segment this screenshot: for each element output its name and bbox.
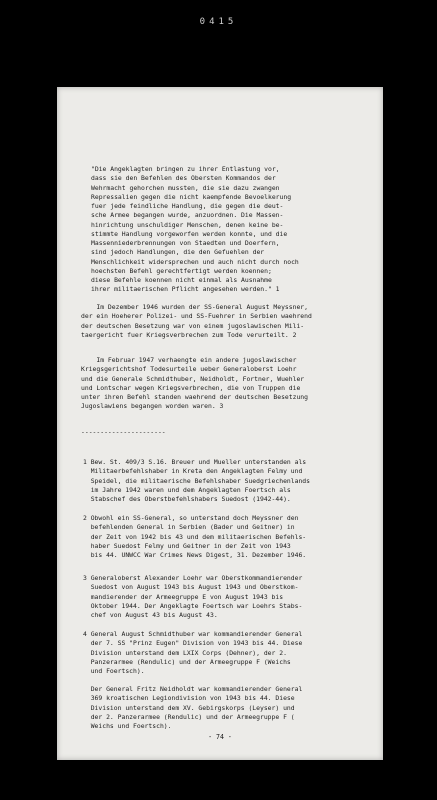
text-line: "Die Angeklagten bringen zu ihrer Entlastung vor, — [91, 165, 280, 173]
text-line: 369 kroatischen Legiondivision von 1943 bis 44. Diese — [83, 694, 295, 703]
text-line: 1 Bew. St. 409/3 S.16. Breuer und Mueller unterstanden als — [83, 458, 307, 466]
text-line: hinrichtung unschuldiger Menschen, denen keine be- — [91, 220, 284, 229]
text-line: haber Suedost Felmy und Geitner in der Zeit von 1943 — [83, 541, 291, 550]
page-number: - 74 - — [208, 733, 232, 741]
text-line: unter ihren Befehl standen waehrend der deutschen Besetzung — [81, 393, 309, 401]
text-line: Menschlichkeit widersprechen und auch nicht durch noch — [91, 257, 299, 266]
text-line: Weichs und Foertsch). — [83, 722, 172, 730]
text-line: sind jedoch Handlungen, die den Gefuehlen der — [91, 248, 265, 257]
text-line: Panzerarmee (Rendulic) und der Armeegruppe F (Weichs — [83, 657, 291, 666]
paragraph-loehr-trial — [81, 356, 308, 412]
text-line: Militaerbefehlshaber in Kreta den Angeklagten Felmy und — [83, 467, 303, 476]
text-line: Suedost von August 1943 bis August 1943 und Oberstkom- — [83, 583, 299, 592]
text-line: Im Februar 1947 verhaengte ein andere jugoslawischer — [81, 356, 297, 364]
text-line: 3 Generaloberst Alexander Loehr war Oberstkommandierender — [83, 574, 303, 582]
footnote-4-continued — [83, 685, 302, 731]
text-line: taergericht fuer Kriegsverbrechen zum Tode verurteilt. 2 — [81, 330, 297, 339]
text-line: Oktober 1944. Der Angeklagte Foertsch war Loehrs Stabs- — [83, 601, 303, 610]
footnote-separator: ---------------------- — [81, 428, 166, 436]
text-line: Wehrmacht gehorchen mussten, die sie dazu zwangen — [91, 183, 280, 192]
text-line: der ein Hoeherer Polizei- und SS-Fuehrer in Serbien waehrend — [81, 312, 312, 321]
footnote-3 — [83, 574, 302, 620]
text-line: der 7. SS "Prinz Eugen" Division von 1943 bis 44. Diese — [83, 639, 303, 648]
text-line: Repressalien gegen die nicht kaempfende Bevoelkerung — [91, 192, 292, 201]
text-line: der 2. Panzerarmee (Rendulic) und der Armeegruppe F ( — [83, 712, 295, 721]
text-line: mandierender der Armeegruppe E von August 1943 bis — [83, 592, 284, 601]
text-line: befehlenden General in Serbien (Bader und Geitner) in — [83, 523, 295, 532]
text-line: und die Generale Schmidthuber, Neidholdt, Fortner, Wuehler — [81, 374, 305, 383]
text-line: ihrer militaerischen Pflicht angesehen werden." 1 — [91, 285, 280, 294]
text-line: chef von August 43 bis August 43. — [83, 611, 218, 619]
footnote-4 — [83, 630, 302, 676]
text-line: der Zeit von 1942 bis 43 und dem militaerischen Befehls- — [83, 532, 307, 541]
text-line: hoechsten Befehl gerechtfertigt werden koennen; — [91, 266, 272, 275]
text-line: Massenniederbrennungen von Staedten und Doerfern, — [91, 239, 280, 247]
footnote-1 — [83, 458, 310, 504]
text-line: Division unterstand dem XV. Gebirgskorps (Leyser) und — [83, 703, 295, 712]
text-line: im Jahre 1942 waren und dem Angeklagten Foertsch als — [83, 485, 291, 494]
text-line: bis 44. UNWCC War Crimes News Digest, 31. Dezember 1946. — [83, 551, 307, 559]
text-line: 2 Obwohl ein SS-General, so unterstand doch Meyssner den — [83, 514, 299, 522]
paragraph-meyssner — [81, 303, 312, 340]
text-line: dass sie den Befehlen des Obersten Kommandos der — [91, 174, 276, 183]
text-line: Kriegsgerichtshof Todesurteile ueber Generaloberst Loehr — [81, 365, 297, 374]
text-line: und Lontschar wegen Kriegsverbrechen, die von Truppen die — [81, 383, 301, 392]
document-page — [57, 87, 383, 760]
text-line: und Foertsch). — [83, 667, 145, 675]
frame-number: 0415 — [199, 17, 238, 27]
text-line: Speidel, die militaerische Befehlshaber Suedgriechenlands — [83, 476, 311, 485]
text-line: diese Befehle koennen nicht einmal als Ausnahme — [91, 276, 272, 284]
text-line: Der General Fritz Neidholdt war kommandierender General — [83, 685, 303, 693]
text-line: Stabschef des Oberstbefehlshabers Suedost (1942-44). — [83, 495, 291, 503]
text-line: fuer jede feindliche Handlung, die gegen die deut- — [91, 202, 284, 210]
text-line: stimmte Handlung vorgeworfen werden konnte, und die — [91, 229, 288, 238]
text-line: 4 General August Schmidthuber war kommandierender General — [83, 630, 303, 638]
judgment-quote — [91, 165, 299, 295]
footnote-2 — [83, 514, 306, 560]
text-line: Im Dezember 1946 wurden der SS-General August Meyssner, — [81, 303, 309, 311]
text-line: Division unterstand dem LXIX Corps (Dehner), der 2. — [83, 648, 287, 657]
text-line: der deutschen Besetzung war von einem jugoslawischen Mili- — [81, 321, 305, 330]
text-line: Jugoslawiens begangen worden waren. 3 — [81, 402, 224, 411]
text-line: sche Armee begangen wurde, anzuordnen. Die Massen- — [91, 211, 284, 220]
